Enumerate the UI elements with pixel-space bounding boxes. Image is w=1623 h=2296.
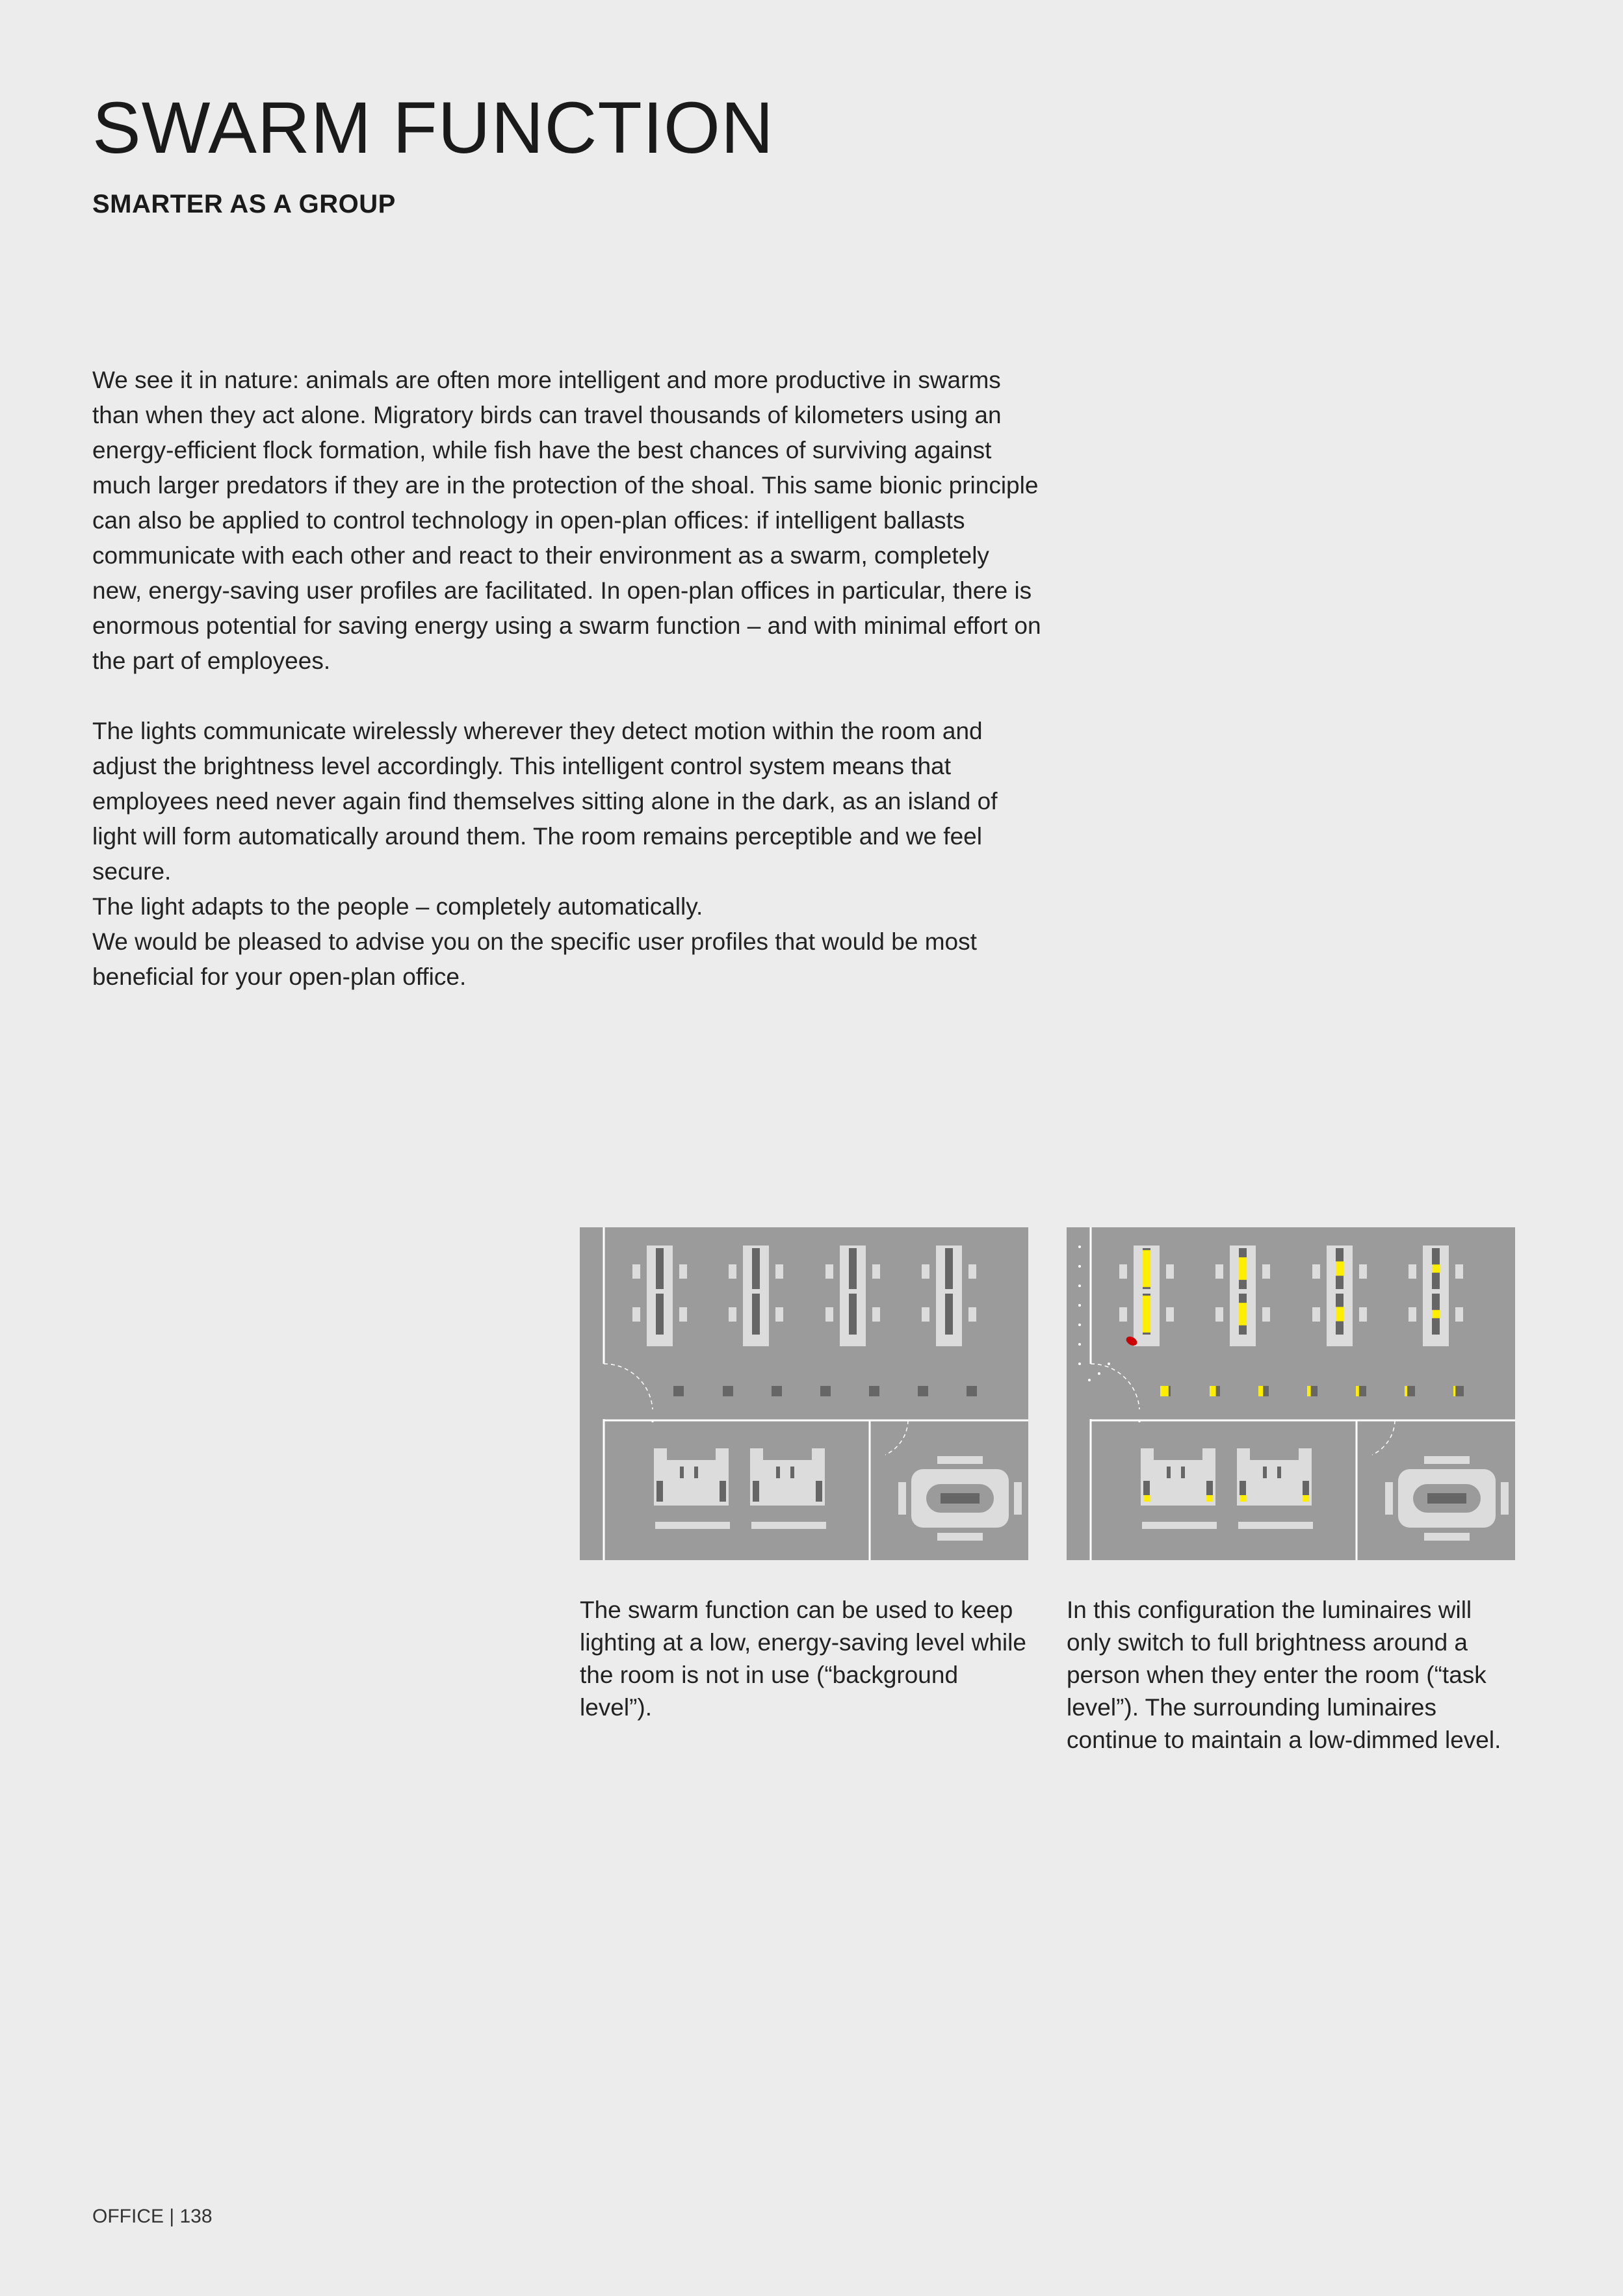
chair (1215, 1264, 1223, 1279)
chair-col (1014, 1482, 1022, 1515)
chair (1359, 1264, 1367, 1279)
paragraph-intro: We see it in nature: animals are often more intelligent and more productive in swarms than when they act alone. Migratory birds can travel thousands of kilometers using an energy-efficient flock formation, while fish have the best chances of surviving against much larger predators if they are in the protection of the shoal. This same bionic principle can also be applied to control technology in open-plan offices: if intelligent ballasts communicate with each other and react to their environment as a swarm, completely new, energy-saving user profiles are facilitated. In open-plan offices in particular, there is enormous potential for saving energy using a swarm function – and with minimal effort on the part of employees. (92, 367, 1041, 674)
chair (632, 1264, 640, 1279)
motion-trail-dot (1098, 1372, 1100, 1375)
chair (1181, 1467, 1185, 1478)
corridor-luminaire (820, 1386, 831, 1396)
luminaire-lit (1239, 1303, 1247, 1325)
chair (632, 1307, 640, 1322)
motion-trail-dot (1078, 1304, 1081, 1307)
paragraph-wireless: The lights communicate wirelessly wherever they detect motion within the room and adjust the brightness level accordingly. This intelligent control system means that employees need never again find themselves sitting alone in the dark, as an island of light will form automatically around them. The room remains perceptible and we feel secure. (92, 718, 998, 885)
chair (968, 1264, 976, 1279)
luminaire-lit (1432, 1310, 1440, 1318)
chair (1166, 1264, 1174, 1279)
corridor-luminaire-lit (1210, 1386, 1216, 1396)
page-title: SWARM FUNCTION (92, 87, 774, 168)
motion-trail-dot (1078, 1246, 1081, 1248)
chair-col (898, 1482, 906, 1515)
corridor-luminaire (723, 1386, 733, 1396)
luminaire (752, 1248, 760, 1289)
luminaire-lit (1432, 1264, 1440, 1273)
chair-row (1424, 1456, 1470, 1464)
caption-background-level: The swarm function can be used to keep lighting at a low, energy-saving level while the room is not in use (“background level”). (580, 1597, 1026, 1721)
luminaire (656, 1481, 663, 1502)
chair-row (937, 1533, 983, 1541)
chair-col (1385, 1482, 1393, 1515)
paragraph-adapts: The light adapts to the people – completely automatically. (92, 893, 703, 920)
luminaire (656, 1248, 664, 1289)
chair (872, 1264, 880, 1279)
chair (1409, 1264, 1416, 1279)
chair (776, 1467, 780, 1478)
chair (679, 1264, 687, 1279)
luminaire-lit (1240, 1495, 1246, 1502)
motion-trail-dot (1088, 1379, 1091, 1381)
body-text (92, 363, 1041, 995)
motion-trail-dot (1078, 1265, 1081, 1268)
chair (1277, 1467, 1281, 1478)
luminaire (849, 1294, 857, 1335)
chair (872, 1307, 880, 1322)
chair (1312, 1264, 1320, 1279)
luminaire (753, 1481, 759, 1502)
corridor-luminaire-lit (1258, 1386, 1263, 1396)
motion-trail-dot (1078, 1363, 1081, 1365)
chair (680, 1467, 684, 1478)
luminaire-lit (1143, 1495, 1150, 1502)
chair (825, 1264, 833, 1279)
chair (922, 1264, 929, 1279)
chair (1119, 1307, 1127, 1322)
motion-trail-dot (1078, 1285, 1081, 1287)
luminaire-lit (1206, 1495, 1213, 1502)
luminaire (816, 1481, 822, 1502)
corridor-luminaire-lit (1160, 1386, 1169, 1396)
chair (1166, 1307, 1174, 1322)
meeting-desk-top (1250, 1460, 1299, 1493)
luminaire (849, 1248, 857, 1289)
corridor-luminaire (967, 1386, 977, 1396)
chair (1455, 1264, 1463, 1279)
chair (694, 1467, 698, 1478)
meeting-desk-top (667, 1460, 716, 1493)
corridor-luminaire (918, 1386, 928, 1396)
corridor-luminaire (869, 1386, 879, 1396)
chair (922, 1307, 929, 1322)
bench (1142, 1522, 1217, 1529)
chair (825, 1307, 833, 1322)
chair (1119, 1264, 1127, 1279)
motion-trail-dot (1108, 1363, 1110, 1365)
page-footer: OFFICE | 138 (92, 2206, 213, 2227)
luminaire-lit (1143, 1296, 1150, 1333)
luminaire (720, 1481, 726, 1502)
chair-row (1424, 1533, 1470, 1541)
chair (775, 1307, 783, 1322)
floorplan-svg (1067, 1227, 1515, 1560)
chair (1455, 1307, 1463, 1322)
luminaire (1427, 1493, 1466, 1504)
luminaire-lit (1239, 1257, 1247, 1280)
luminaire-lit (1336, 1307, 1344, 1321)
chair (1215, 1307, 1223, 1322)
chair (790, 1467, 794, 1478)
corridor-luminaire (772, 1386, 782, 1396)
paragraph-advise: We would be pleased to advise you on the specific user profiles that would be most beneficial for your open-plan office. (92, 928, 977, 990)
chair (1263, 1467, 1267, 1478)
chair-row (937, 1456, 983, 1464)
chair-col (1501, 1482, 1509, 1515)
chair (729, 1264, 736, 1279)
chair (729, 1307, 736, 1322)
luminaire (656, 1294, 664, 1335)
chair (1359, 1307, 1367, 1322)
motion-trail-dot (1078, 1324, 1081, 1326)
chair (1167, 1467, 1171, 1478)
meeting-desk-top (1154, 1460, 1202, 1493)
luminaire (945, 1248, 953, 1289)
bench (751, 1522, 826, 1529)
chair (1262, 1264, 1270, 1279)
chair (968, 1307, 976, 1322)
chair (1262, 1307, 1270, 1322)
meeting-desk-top (763, 1460, 812, 1493)
bench (655, 1522, 730, 1529)
motion-trail-dot (1078, 1343, 1081, 1346)
corridor-luminaire-lit (1453, 1386, 1455, 1396)
bench (1238, 1522, 1313, 1529)
caption-task-level: In this configuration the luminaires will only switch to full brightness around a person when they enter the room (“task level”). The surrounding luminaires continue to maintain a low-dimmed level. (1067, 1597, 1501, 1753)
floorplan-background-level (580, 1227, 1028, 1560)
corridor-luminaire-lit (1356, 1386, 1359, 1396)
chair (679, 1307, 687, 1322)
corridor-luminaire-lit (1405, 1386, 1407, 1396)
luminaire-lit (1336, 1261, 1344, 1275)
luminaire (752, 1294, 760, 1335)
floorplan-task-level (1067, 1227, 1515, 1560)
floorplan-svg (580, 1227, 1028, 1560)
luminaire (945, 1294, 953, 1335)
luminaire-lit (1143, 1250, 1150, 1287)
luminaire (941, 1493, 980, 1504)
corridor-luminaire-lit (1307, 1386, 1311, 1396)
luminaire-lit (1303, 1495, 1309, 1502)
page-subtitle: SMARTER AS A GROUP (92, 190, 396, 218)
chair (775, 1264, 783, 1279)
chair (1409, 1307, 1416, 1322)
corridor-luminaire (673, 1386, 684, 1396)
chair (1312, 1307, 1320, 1322)
